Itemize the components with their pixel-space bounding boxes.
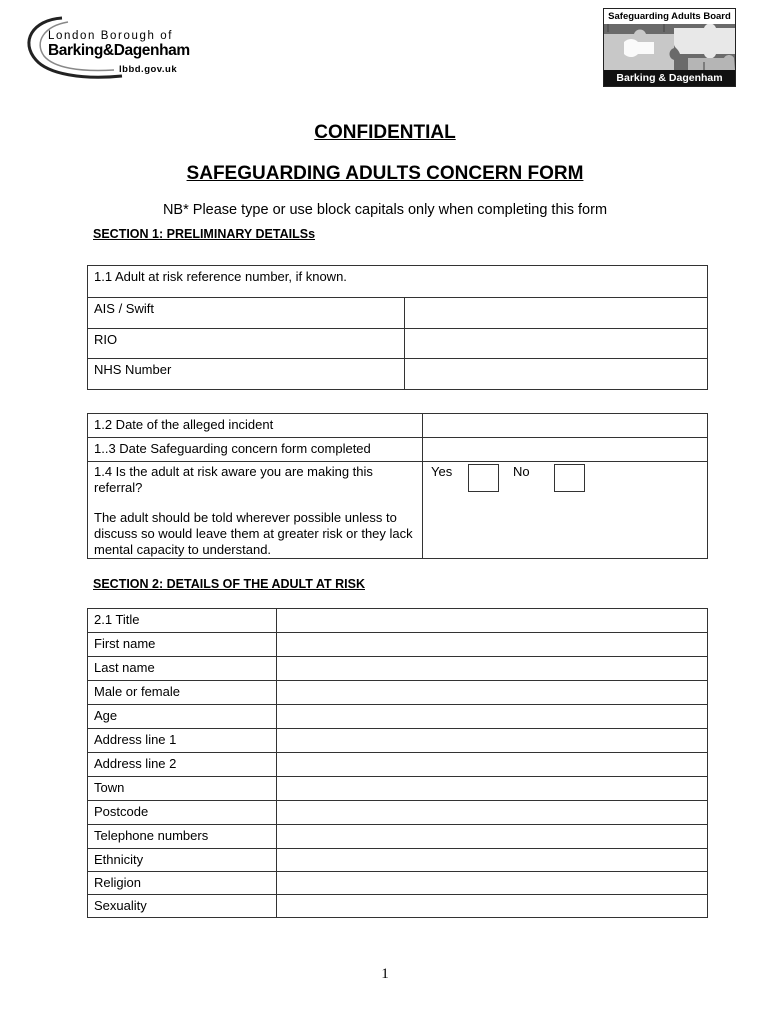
sexuality-label: Sexuality [88, 895, 277, 918]
aware-answer-cell [423, 462, 708, 559]
address-line2-field[interactable] [277, 753, 708, 777]
nhs-number-label: NHS Number [88, 359, 405, 390]
ais-swift-label: AIS / Swift [88, 298, 405, 329]
last-name-label: Last name [88, 657, 277, 681]
town-field[interactable] [277, 777, 708, 801]
aware-question: 1.4 Is the adult at risk aware you are making this referral? [94, 464, 373, 495]
address-line1-label: Address line 1 [88, 729, 277, 753]
no-label: No [513, 464, 530, 479]
gender-label: Male or female [88, 681, 277, 705]
confidential-heading: CONFIDENTIAL [314, 122, 456, 143]
section2-title: SECTION 2: DETAILS OF THE ADULT AT RISK [93, 577, 365, 591]
age-field[interactable] [277, 705, 708, 729]
first-name-field[interactable] [277, 633, 708, 657]
address-line1-field[interactable] [277, 729, 708, 753]
form-date-label: 1..3 Date Safeguarding concern form completed [88, 438, 423, 462]
form-title: SAFEGUARDING ADULTS CONCERN FORM [186, 163, 584, 184]
lbbd-logo-line1: London Borough of [48, 30, 174, 42]
aware-note: The adult should be told wherever possible unless to discuss so would leave them at greater risk or they lack mental capacity to understand. [94, 510, 413, 557]
title-field[interactable] [277, 609, 708, 633]
incident-date-label: 1.2 Date of the alleged incident [88, 414, 423, 438]
postcode-label: Postcode [88, 801, 277, 825]
title-label: 2.1 Title [88, 609, 277, 633]
safeguarding-board-logo-location: Barking & Dagenham [604, 70, 735, 86]
sexuality-field[interactable] [277, 895, 708, 918]
nhs-number-field[interactable] [405, 359, 708, 390]
last-name-field[interactable] [277, 657, 708, 681]
aware-question-cell [88, 462, 423, 559]
form-date-field[interactable] [423, 438, 708, 462]
gender-field[interactable] [277, 681, 708, 705]
section1-title: SECTION 1: PRELIMINARY DETAILSs [93, 227, 316, 241]
religion-field[interactable] [277, 872, 708, 895]
lbbd-logo-url: lbbd.gov.uk [119, 64, 178, 75]
rio-label: RIO [88, 329, 405, 359]
page-number: 1 [381, 966, 389, 982]
ethnicity-field[interactable] [277, 849, 708, 872]
ais-swift-field[interactable] [405, 298, 708, 329]
safeguarding-board-logo-title: Safeguarding Adults Board [608, 11, 731, 22]
safeguarding-board-logo [603, 8, 736, 87]
incident-date-field[interactable] [423, 414, 708, 438]
ethnicity-label: Ethnicity [88, 849, 277, 872]
lbbd-logo [22, 12, 202, 82]
address-line2-label: Address line 2 [88, 753, 277, 777]
adult-details-table [87, 608, 708, 918]
yes-checkbox[interactable] [468, 464, 499, 492]
no-checkbox[interactable] [554, 464, 585, 492]
lbbd-logo-line2: Barking&Dagenham [48, 42, 190, 59]
yes-label: Yes [431, 464, 453, 479]
reference-number-label: 1.1 Adult at risk reference number, if known. [88, 266, 708, 298]
telephone-field[interactable] [277, 825, 708, 849]
incident-details-table [87, 413, 708, 559]
first-name-label: First name [88, 633, 277, 657]
reference-number-table [87, 265, 708, 390]
religion-label: Religion [88, 872, 277, 895]
town-label: Town [88, 777, 277, 801]
telephone-label: Telephone numbers [88, 825, 277, 849]
postcode-field[interactable] [277, 801, 708, 825]
age-label: Age [88, 705, 277, 729]
rio-field[interactable] [405, 329, 708, 359]
puzzle-pieces-icon [604, 24, 735, 70]
instruction-text: NB* Please type or use block capitals only when completing this form [162, 202, 608, 218]
